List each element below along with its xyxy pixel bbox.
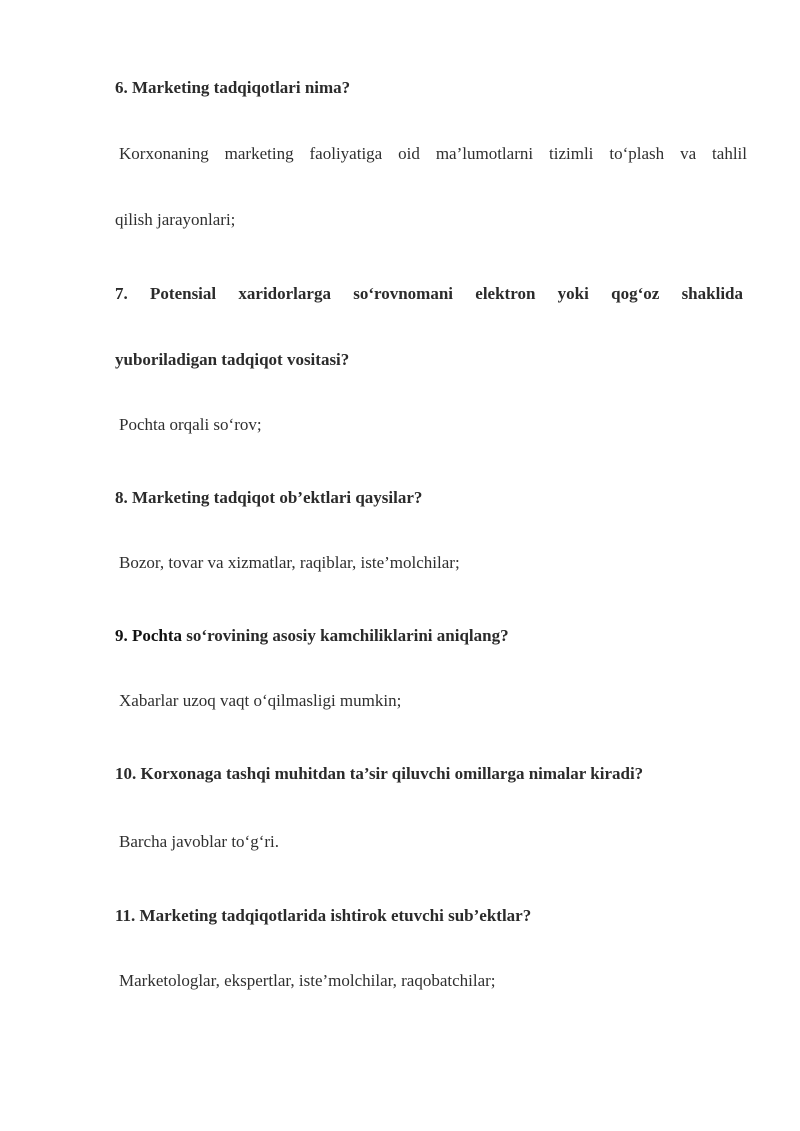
question-7-line-2: yuboriladigan tadqiqot vositasi? <box>115 350 350 369</box>
answer-9: Xabarlar uzoq vaqt o‘qilmasligi mumkin; <box>119 691 402 710</box>
answer-7: Pochta orqali so‘rov; <box>119 415 262 434</box>
answer-11: Marketologlar, ekspertlar, iste’molchilar, raqobatchilar; <box>119 971 496 990</box>
question-9-rest: so‘rovining asosiy kamchiliklarini aniqlang? <box>182 626 509 645</box>
question-11: 11. Marketing tadqiqotlarida ishtirok etuvchi sub’ektlar? <box>115 906 532 925</box>
question-10: 10. Korxonaga tashqi muhitdan ta’sir qiluvchi omillarga nimalar kiradi? <box>115 764 644 783</box>
question-9-prefix: 9. Pochta <box>115 626 183 645</box>
question-6: 6. Marketing tadqiqotlari nima? <box>115 78 351 97</box>
question-7-line-1: 7. Potensial xaridorlarga so‘rovnomani elektron yoki qog‘oz shaklida <box>115 284 743 303</box>
answer-10: Barcha javoblar to‘g‘ri. <box>119 832 280 851</box>
answer-6-line-1: Korxonaning marketing faoliyatiga oid ma’lumotlarni tizimli to‘plash va tahlil <box>119 144 747 163</box>
question-8: 8. Marketing tadqiqot ob’ektlari qaysilar? <box>115 488 423 507</box>
answer-6-line-2: qilish jarayonlari; <box>115 210 236 229</box>
answer-8: Bozor, tovar va xizmatlar, raqiblar, iste’molchilar; <box>119 553 460 572</box>
question-9 <box>115 626 743 646</box>
